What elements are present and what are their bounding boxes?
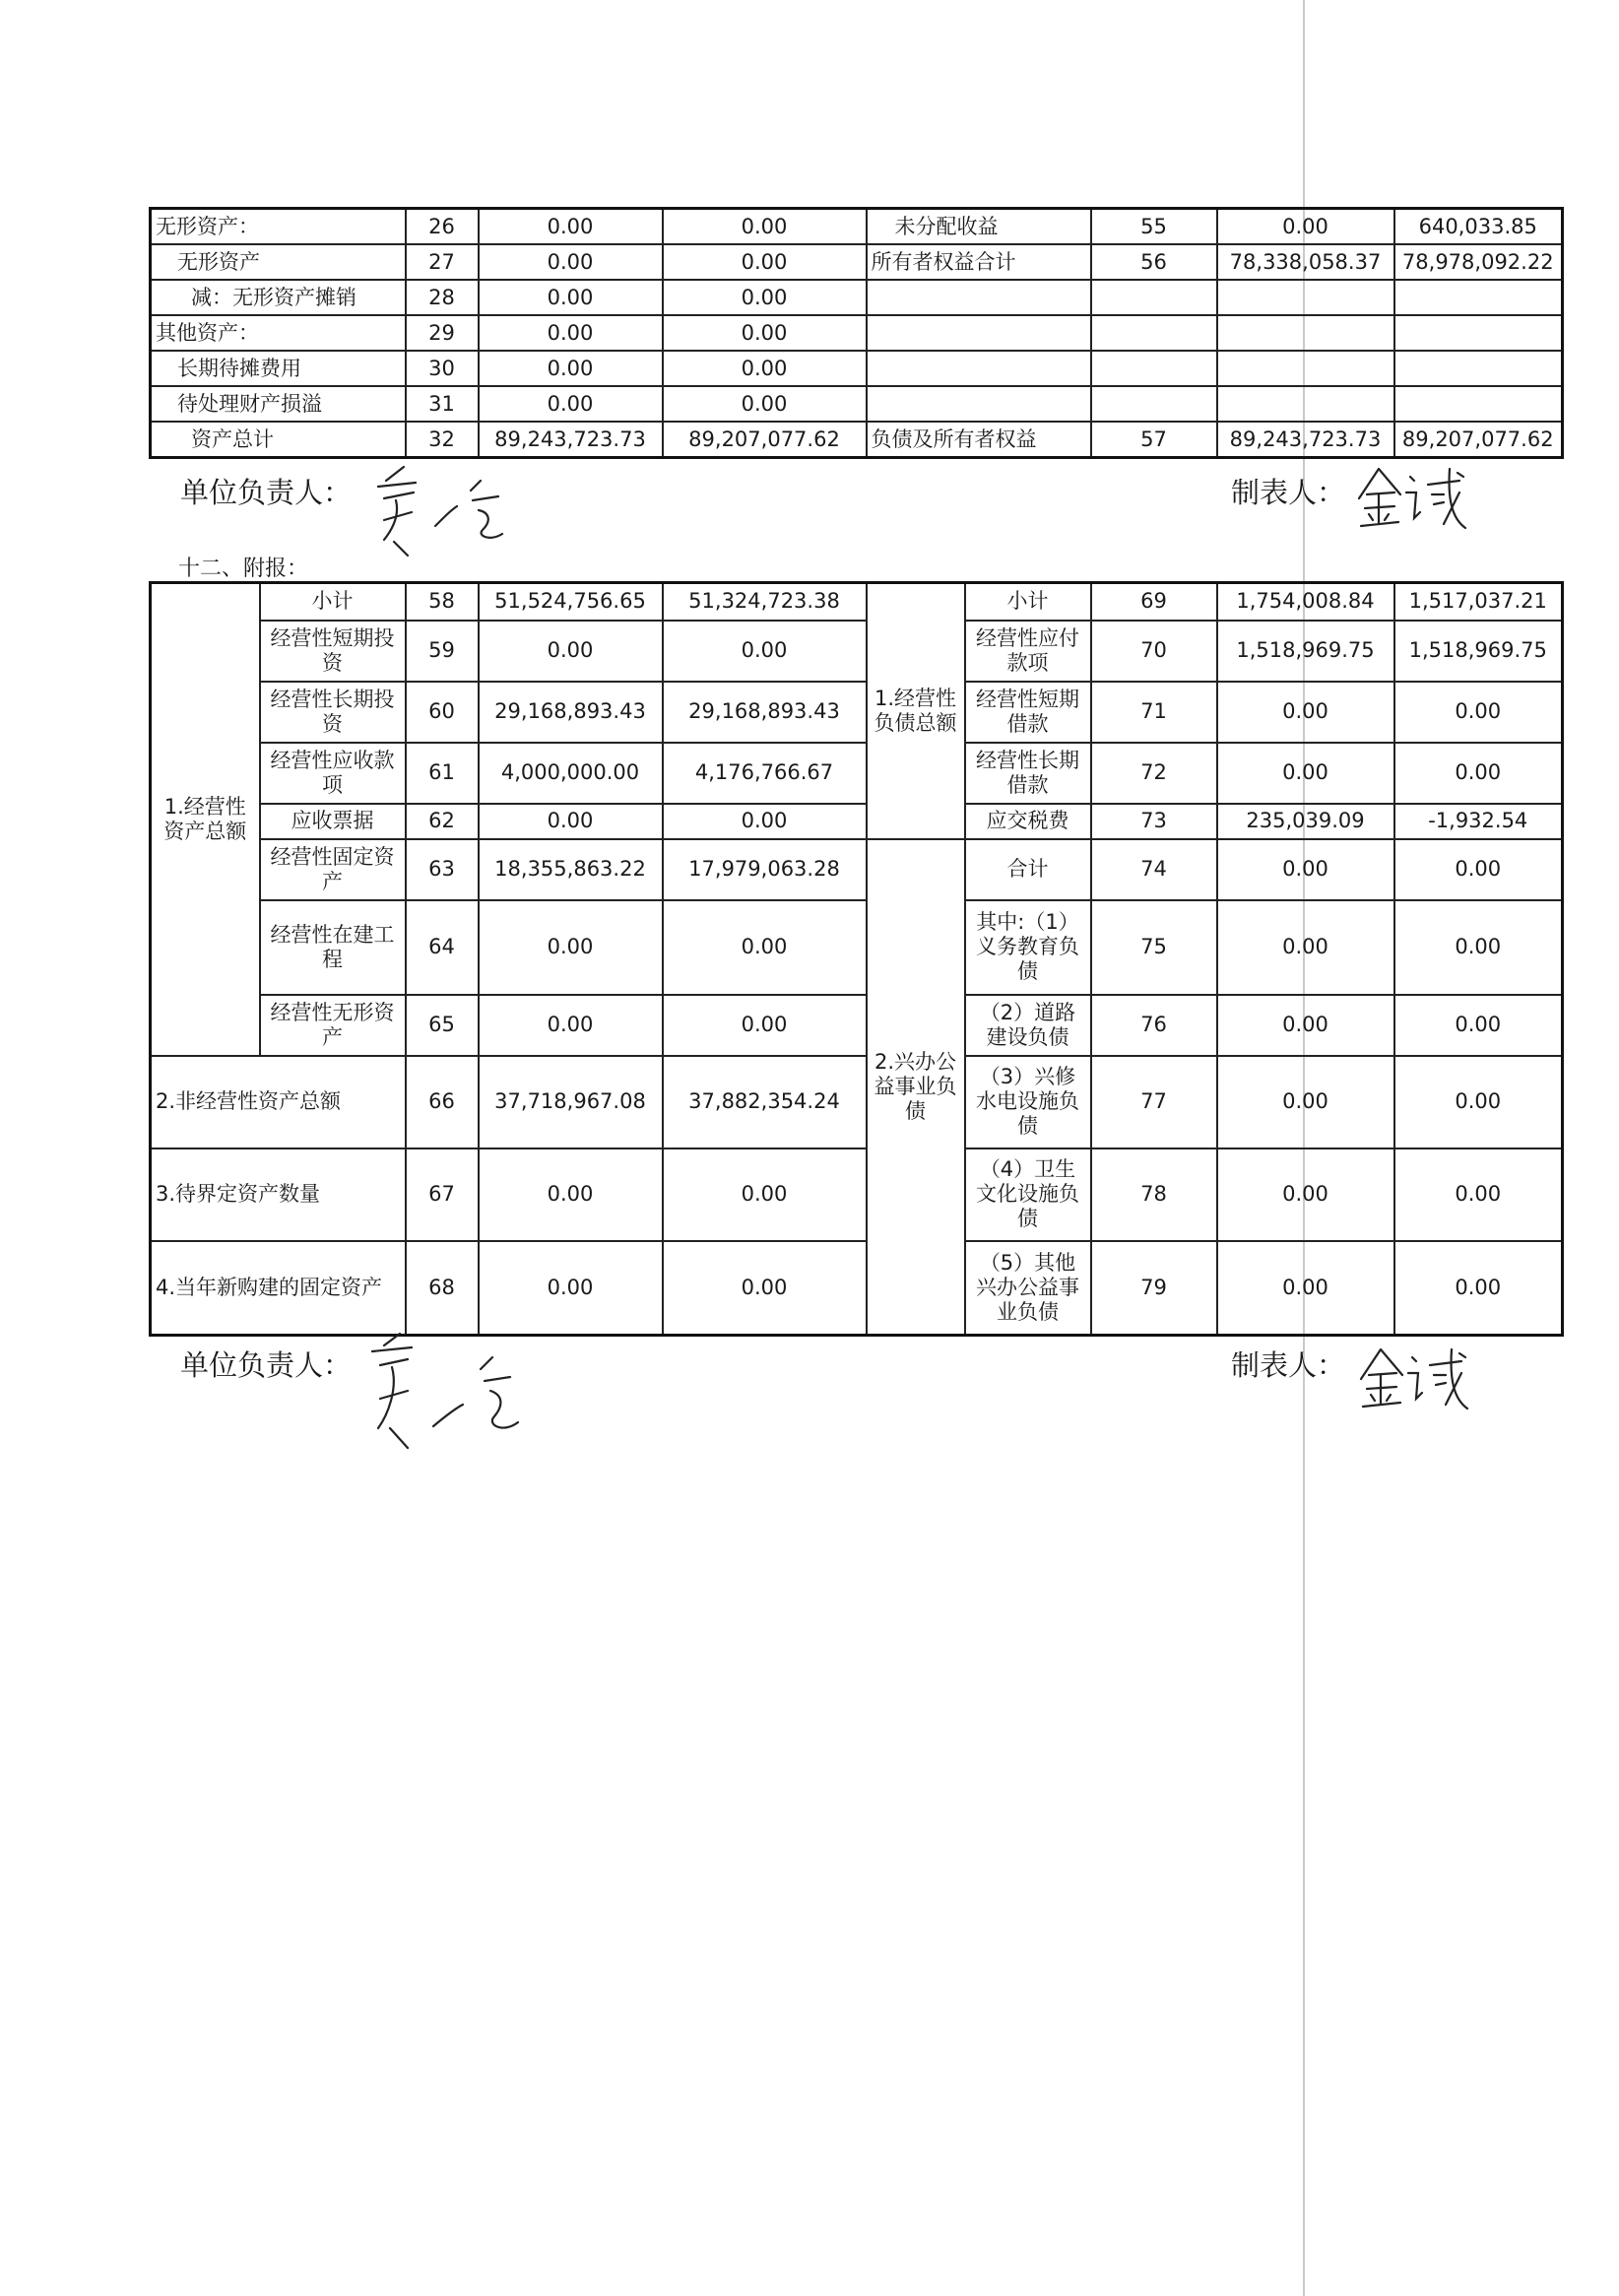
r72-line: 72 [1091, 743, 1217, 804]
r73-label: 应交税费 [965, 804, 1091, 839]
row-right-label [867, 351, 1091, 386]
r79-end: 0.00 [1394, 1241, 1563, 1336]
r67-end: 0.00 [663, 1148, 867, 1241]
r71-end: 0.00 [1394, 682, 1563, 743]
row-begin-value: 0.00 [479, 244, 663, 280]
r73-end: -1,932.54 [1394, 804, 1563, 839]
row-right-label: 未分配收益 [867, 209, 1091, 245]
row-label: 资产总计 [151, 422, 406, 458]
r65-begin: 0.00 [479, 995, 663, 1056]
row-label: 其他资产： [151, 315, 406, 351]
unit-head-signature-1 [364, 461, 522, 559]
top-table-row [151, 422, 1563, 458]
r75-end: 0.00 [1394, 900, 1563, 995]
r76-end: 0.00 [1394, 995, 1563, 1056]
r69-line: 69 [1091, 583, 1217, 621]
row-line-no: 26 [406, 209, 479, 245]
r63-label: 经营性固定资产 [260, 839, 406, 900]
r74-begin: 0.00 [1217, 839, 1394, 900]
row-right-end-value [1394, 315, 1563, 351]
r77-end: 0.00 [1394, 1056, 1563, 1148]
r70-label: 经营性应付款项 [965, 621, 1091, 682]
preparer-signature-1 [1349, 459, 1477, 538]
r76-label: （2）道路建设负债 [965, 995, 1091, 1056]
r65-line: 65 [406, 995, 479, 1056]
row-label: 待处理财产损溢 [151, 386, 406, 422]
row-right-begin-value [1217, 280, 1394, 315]
r69-end: 1,517,037.21 [1394, 583, 1563, 621]
r63-end: 17,979,063.28 [663, 839, 867, 900]
r73-begin: 235,039.09 [1217, 804, 1394, 839]
r68-begin: 0.00 [479, 1241, 663, 1336]
row-line-no: 31 [406, 386, 479, 422]
r65-label: 经营性无形资产 [260, 995, 406, 1056]
r70-end: 1,518,969.75 [1394, 621, 1563, 682]
r74-line: 74 [1091, 839, 1217, 900]
r71-line: 71 [1091, 682, 1217, 743]
r75-label: 其中:（1）义务教育负债 [965, 900, 1091, 995]
r75-line: 75 [1091, 900, 1217, 995]
r64-line: 64 [406, 900, 479, 995]
r63-begin: 18,355,863.22 [479, 839, 663, 900]
r66-label: 2.非经营性资产总额 [151, 1056, 406, 1148]
row-end-value: 0.00 [663, 386, 867, 422]
r58-end: 51,324,723.38 [663, 583, 867, 621]
row-begin-value: 0.00 [479, 351, 663, 386]
r62-end: 0.00 [663, 804, 867, 839]
row-begin-value: 89,243,723.73 [479, 422, 663, 458]
row-end-value: 0.00 [663, 244, 867, 280]
r69-label: 小计 [965, 583, 1091, 621]
r64-begin: 0.00 [479, 900, 663, 995]
row-right-line-no: 57 [1091, 422, 1217, 458]
preparer-label-2: 制表人： [1231, 1348, 1346, 1382]
r73-line: 73 [1091, 804, 1217, 839]
row-right-begin-value [1217, 351, 1394, 386]
row-right-line-no: 55 [1091, 209, 1217, 245]
group-public-liabilities: 2.兴办公益事业负债 [867, 839, 965, 1336]
r78-label: （4）卫生文化设施负债 [965, 1148, 1091, 1241]
row-line-no: 27 [406, 244, 479, 280]
row-line-no: 30 [406, 351, 479, 386]
row-right-line-no [1091, 280, 1217, 315]
row-right-begin-value: 78,338,058.37 [1217, 244, 1394, 280]
r77-label: （3）兴修水电设施负债 [965, 1056, 1091, 1148]
top-table-row [151, 280, 1563, 315]
row-begin-value: 0.00 [479, 386, 663, 422]
row-right-end-value [1394, 351, 1563, 386]
row-right-end-value: 89,207,077.62 [1394, 422, 1563, 458]
row-right-begin-value [1217, 386, 1394, 422]
row-label: 长期待摊费用 [151, 351, 406, 386]
top-table-row [151, 315, 1563, 351]
r62-begin: 0.00 [479, 804, 663, 839]
r67-label: 3.待界定资产数量 [151, 1148, 406, 1241]
row-line-no: 32 [406, 422, 479, 458]
row-right-end-value: 78,978,092.22 [1394, 244, 1563, 280]
row-right-begin-value: 89,243,723.73 [1217, 422, 1394, 458]
r70-line: 70 [1091, 621, 1217, 682]
r68-end: 0.00 [663, 1241, 867, 1336]
r76-line: 76 [1091, 995, 1217, 1056]
r69-begin: 1,754,008.84 [1217, 583, 1394, 621]
row-end-value: 0.00 [663, 209, 867, 245]
r74-label: 合计 [965, 839, 1091, 900]
r66-line: 66 [406, 1056, 479, 1148]
top-table-row [151, 386, 1563, 422]
preparer-signature-2 [1351, 1340, 1479, 1418]
row-line-no: 28 [406, 280, 479, 315]
preparer-label-1: 制表人： [1231, 476, 1346, 509]
group-operating-assets: 1.经营性资产总额 [151, 583, 260, 1056]
r59-end: 0.00 [663, 621, 867, 682]
row-right-begin-value: 0.00 [1217, 209, 1394, 245]
r64-label: 经营性在建工程 [260, 900, 406, 995]
row-right-begin-value [1217, 315, 1394, 351]
r66-begin: 37,718,967.08 [479, 1056, 663, 1148]
r59-line: 59 [406, 621, 479, 682]
r60-line: 60 [406, 682, 479, 743]
r75-begin: 0.00 [1217, 900, 1394, 995]
r62-line: 62 [406, 804, 479, 839]
row-begin-value: 0.00 [479, 280, 663, 315]
r71-begin: 0.00 [1217, 682, 1394, 743]
row-right-line-no: 56 [1091, 244, 1217, 280]
r59-label: 经营性短期投资 [260, 621, 406, 682]
row-label: 减：无形资产摊销 [151, 280, 406, 315]
row-right-label: 所有者权益合计 [867, 244, 1091, 280]
r79-begin: 0.00 [1217, 1241, 1394, 1336]
r60-begin: 29,168,893.43 [479, 682, 663, 743]
row-right-label [867, 280, 1091, 315]
top-table-row [151, 351, 1563, 386]
r67-begin: 0.00 [479, 1148, 663, 1241]
r72-label: 经营性长期借款 [965, 743, 1091, 804]
group-operating-liabilities: 1.经营性负债总额 [867, 583, 965, 839]
r61-line: 61 [406, 743, 479, 804]
unit-head-label-2: 单位负责人： [180, 1348, 353, 1382]
row-begin-value: 0.00 [479, 209, 663, 245]
row-end-value: 0.00 [663, 315, 867, 351]
row-right-end-value [1394, 280, 1563, 315]
r58-line: 58 [406, 583, 479, 621]
row-right-label: 负债及所有者权益 [867, 422, 1091, 458]
row-right-line-no [1091, 315, 1217, 351]
r60-label: 经营性长期投资 [260, 682, 406, 743]
r78-line: 78 [1091, 1148, 1217, 1241]
r64-end: 0.00 [663, 900, 867, 995]
row-end-value: 0.00 [663, 280, 867, 315]
r70-begin: 1,518,969.75 [1217, 621, 1394, 682]
row-right-line-no [1091, 351, 1217, 386]
r68-line: 68 [406, 1241, 479, 1336]
r60-end: 29,168,893.43 [663, 682, 867, 743]
row-right-end-value [1394, 386, 1563, 422]
r78-end: 0.00 [1394, 1148, 1563, 1241]
row-begin-value: 0.00 [479, 315, 663, 351]
r66-end: 37,882,354.24 [663, 1056, 867, 1148]
row-line-no: 29 [406, 315, 479, 351]
r58-label: 小计 [260, 583, 406, 621]
r77-line: 77 [1091, 1056, 1217, 1148]
r67-line: 67 [406, 1148, 479, 1241]
r72-end: 0.00 [1394, 743, 1563, 804]
row-right-line-no [1091, 386, 1217, 422]
row-right-label [867, 315, 1091, 351]
section-heading: 十二、附报： [178, 557, 309, 581]
balance-sheet-continuation-table [149, 207, 1564, 459]
r77-begin: 0.00 [1217, 1056, 1394, 1148]
row-right-end-value: 640,033.85 [1394, 209, 1563, 245]
top-table-row [151, 244, 1563, 280]
r79-label: （5）其他兴办公益事业负债 [965, 1241, 1091, 1336]
r62-label: 应收票据 [260, 804, 406, 839]
unit-head-signature-2 [364, 1330, 542, 1458]
row-end-value: 0.00 [663, 351, 867, 386]
row-label: 无形资产： [151, 209, 406, 245]
r61-end: 4,176,766.67 [663, 743, 867, 804]
r74-end: 0.00 [1394, 839, 1563, 900]
r63-line: 63 [406, 839, 479, 900]
r65-end: 0.00 [663, 995, 867, 1056]
r79-line: 79 [1091, 1241, 1217, 1336]
row-label: 无形资产 [151, 244, 406, 280]
top-table-row [151, 209, 1563, 245]
r61-label: 经营性应收款项 [260, 743, 406, 804]
r68-label: 4.当年新购建的固定资产 [151, 1241, 406, 1336]
unit-head-label-1: 单位负责人： [180, 476, 353, 509]
supplementary-report-table [149, 581, 1564, 1337]
row-end-value: 89,207,077.62 [663, 422, 867, 458]
r78-begin: 0.00 [1217, 1148, 1394, 1241]
r61-begin: 4,000,000.00 [479, 743, 663, 804]
r58-begin: 51,524,756.65 [479, 583, 663, 621]
r59-begin: 0.00 [479, 621, 663, 682]
r72-begin: 0.00 [1217, 743, 1394, 804]
r71-label: 经营性短期借款 [965, 682, 1091, 743]
row-right-label [867, 386, 1091, 422]
r76-begin: 0.00 [1217, 995, 1394, 1056]
